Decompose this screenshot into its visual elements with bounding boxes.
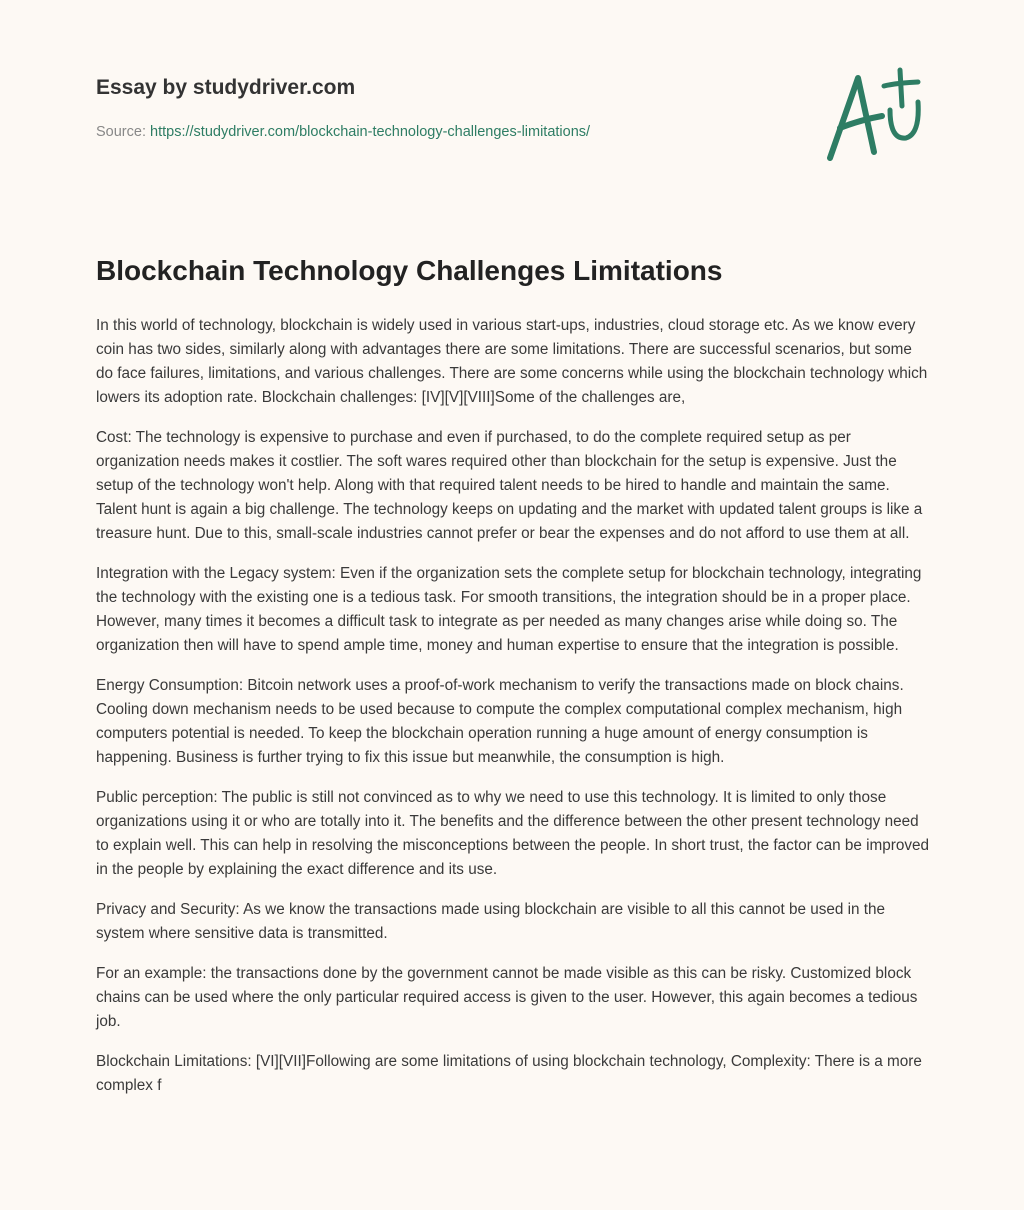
paragraph: Integration with the Legacy system: Even if the organization sets the complete setup for blockchain technology, integrating the technology with the existing one is a tedious task. For smooth transitions, the integration should be in a proper place. However, many times it becomes a difficult task to integrate as per needed as many changes arise while doing so. The organization then will have to spend ample time, money and human expertise to ensure that the integration is possible. — [96, 565, 922, 654]
paragraph: Cost: The technology is expensive to purchase and even if purchased, to do the complete required setup as per organization needs makes it costlier. The soft wares required other than blockchain for the setup is expensive. Just the setup of the technology won't help. Along with that required talent needs to be hired to handle and maintain the same. Talent hunt is again a big challenge. The technology keeps on updating and the market with updated talent groups is like a treasure hunt. Due to this, small-scale industries cannot prefer or bear the expenses and do not afford to use them at all. — [96, 429, 923, 542]
paragraph: Public perception: The public is still not convinced as to why we need to use this technology. It is limited to only those organizations using it or who are totally into it. The benefits and the difference between the other present technology need to explain well. This can help in resolving the misconceptions between the people. In short trust, the factor can be improved in the people by explaining the exact difference and its use. — [96, 789, 930, 878]
paragraph: Blockchain Limitations: [VI][VII]Following are some limitations of using blockchain technology, Complexity: There is a more complex f — [96, 1053, 922, 1094]
paragraph: Energy Consumption: Bitcoin network uses a proof-of-work mechanism to verify the transactions made on block chains. Cooling down mechanism needs to be used because to compute the complex computational complex mechanism, high computers potential is needed. To keep the blockchain operation running a huge amount of energy consumption is happening. Business is further trying to fix this issue but meanwhile, the consumption is high. — [96, 677, 904, 766]
a-plus-logo-icon — [820, 66, 930, 166]
source-link[interactable]: https://studydriver.com/blockchain-technology-challenges-limitations/ — [150, 124, 591, 140]
article-title: Blockchain Technology Challenges Limitations — [96, 255, 723, 286]
paragraph: For an example: the transactions done by the government cannot be made visible as this can be risky. Customized block chains can be used where the only particular required access is given to the user. However, this again becomes a tedious job. — [96, 965, 918, 1030]
page-header — [0, 0, 1024, 200]
source-line — [96, 124, 590, 140]
paragraph: In this world of technology, blockchain is widely used in various start-ups, industries, cloud storage etc. As we know every coin has two sides, similarly along with advantages there are some limitations. There are successful scenarios, but some do face failures, limitations, and various challenges. There are some concerns while using the blockchain technology which lowers its adoption rate. Blockchain challenges: [IV][V][VIII]Some of the challenges are, — [96, 317, 928, 406]
site-title: Essay by studydriver.com — [96, 76, 356, 99]
source-label: Source: — [96, 124, 146, 140]
article-body — [96, 314, 932, 1114]
paragraph: Privacy and Security: As we know the transactions made using blockchain are visible to all this cannot be used in the system where sensitive data is transmitted. — [96, 901, 886, 942]
